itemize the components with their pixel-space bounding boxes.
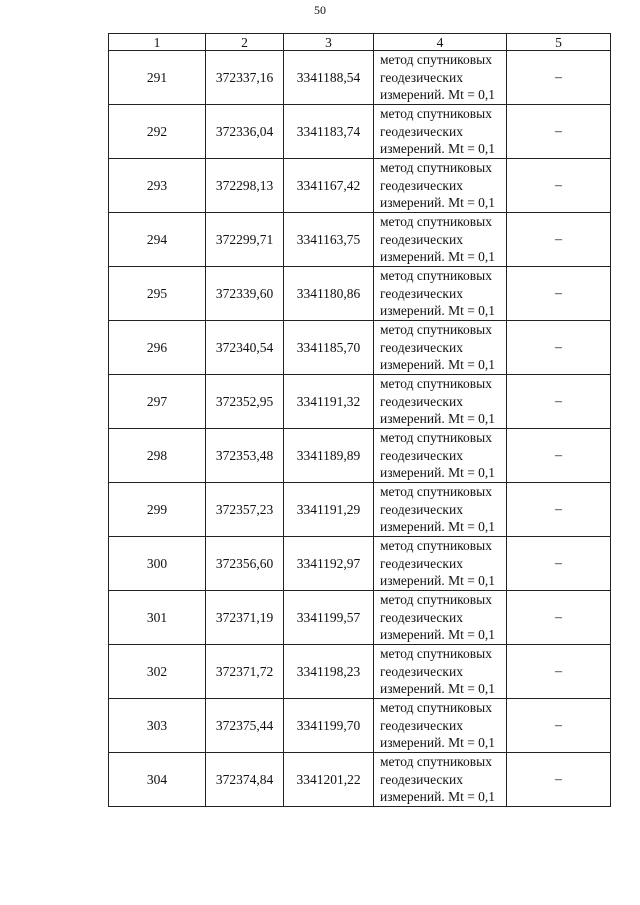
x-coordinate-cell: 372340,54: [206, 321, 284, 375]
x-coordinate-cell: 372371,19: [206, 591, 284, 645]
method-text-line: измерений. Mt = 0,1: [380, 411, 496, 427]
point-number-cell: 304: [109, 753, 206, 807]
page-number: 50: [314, 3, 326, 17]
x-coordinate-cell: 372299,71: [206, 213, 284, 267]
table-row: [109, 159, 611, 213]
y-coordinate-cell: 3341188,54: [284, 51, 374, 105]
point-number-cell: 296: [109, 321, 206, 375]
header-row: [109, 34, 611, 51]
method-text-line: измерений. Mt = 0,1: [380, 303, 496, 319]
column-header-1: 1: [109, 34, 206, 51]
method-text-line: метод спутниковых: [380, 160, 492, 176]
table-row: [109, 321, 611, 375]
method-text-line: геодезических: [380, 501, 463, 517]
coordinates-table: [108, 33, 611, 807]
x-coordinate-cell: 372371,72: [206, 645, 284, 699]
point-number-cell: 292: [109, 105, 206, 159]
table-row: [109, 591, 611, 645]
y-coordinate-cell: 3341199,57: [284, 591, 374, 645]
column-header-4: 4: [374, 34, 507, 51]
table-row: [109, 105, 611, 159]
x-coordinate-cell: 372374,84: [206, 753, 284, 807]
method-cell: [374, 51, 507, 105]
x-coordinate-cell: 372353,48: [206, 429, 284, 483]
point-number-cell: 291: [109, 51, 206, 105]
column-header-5: 5: [507, 34, 611, 51]
method-text-line: измерений. Mt = 0,1: [380, 465, 496, 481]
y-coordinate-cell: 3341163,75: [284, 213, 374, 267]
x-coordinate-cell: 372356,60: [206, 537, 284, 591]
table-row: [109, 483, 611, 537]
method-text-line: геодезических: [380, 123, 463, 139]
method-text-line: измерений. Mt = 0,1: [380, 789, 496, 805]
column-header-3: 3: [284, 34, 374, 51]
method-cell: [374, 267, 507, 321]
note-cell: –: [507, 321, 611, 375]
table-row: [109, 753, 611, 807]
method-cell: [374, 483, 507, 537]
table-row: [109, 537, 611, 591]
method-text-line: метод спутниковых: [380, 52, 492, 68]
point-number-cell: 293: [109, 159, 206, 213]
method-text-line: метод спутниковых: [380, 430, 492, 446]
y-coordinate-cell: 3341191,32: [284, 375, 374, 429]
method-text-line: измерений. Mt = 0,1: [380, 249, 496, 265]
point-number-cell: 294: [109, 213, 206, 267]
y-coordinate-cell: 3341201,22: [284, 753, 374, 807]
table-row: [109, 645, 611, 699]
y-coordinate-cell: 3341185,70: [284, 321, 374, 375]
method-text-line: геодезических: [380, 285, 463, 301]
note-cell: –: [507, 267, 611, 321]
note-cell: –: [507, 591, 611, 645]
note-cell: –: [507, 537, 611, 591]
note-cell: –: [507, 753, 611, 807]
column-header-2: 2: [206, 34, 284, 51]
y-coordinate-cell: 3341198,23: [284, 645, 374, 699]
note-cell: –: [507, 105, 611, 159]
note-cell: –: [507, 51, 611, 105]
method-text-line: метод спутниковых: [380, 268, 492, 284]
method-text-line: геодезических: [380, 177, 463, 193]
note-cell: –: [507, 699, 611, 753]
method-text-line: измерений. Mt = 0,1: [380, 357, 496, 373]
method-text-line: геодезических: [380, 771, 463, 787]
point-number-cell: 300: [109, 537, 206, 591]
y-coordinate-cell: 3341180,86: [284, 267, 374, 321]
point-number-cell: 299: [109, 483, 206, 537]
method-text-line: геодезических: [380, 609, 463, 625]
method-text-line: измерений. Mt = 0,1: [380, 573, 496, 589]
method-text-line: метод спутниковых: [380, 646, 492, 662]
point-number-cell: 295: [109, 267, 206, 321]
method-cell: [374, 537, 507, 591]
method-cell: [374, 105, 507, 159]
table-body: [109, 51, 611, 807]
method-text-line: измерений. Mt = 0,1: [380, 141, 496, 157]
x-coordinate-cell: 372339,60: [206, 267, 284, 321]
table-row: [109, 429, 611, 483]
table-row: [109, 375, 611, 429]
table-row: [109, 699, 611, 753]
method-cell: [374, 375, 507, 429]
x-coordinate-cell: 372336,04: [206, 105, 284, 159]
method-cell: [374, 753, 507, 807]
method-text-line: измерений. Mt = 0,1: [380, 519, 496, 535]
note-cell: –: [507, 213, 611, 267]
x-coordinate-cell: 372337,16: [206, 51, 284, 105]
method-text-line: геодезических: [380, 393, 463, 409]
point-number-cell: 303: [109, 699, 206, 753]
x-coordinate-cell: 372357,23: [206, 483, 284, 537]
method-text-line: измерений. Mt = 0,1: [380, 735, 496, 751]
method-text-line: геодезических: [380, 555, 463, 571]
x-coordinate-cell: 372352,95: [206, 375, 284, 429]
method-cell: [374, 159, 507, 213]
method-text-line: геодезических: [380, 231, 463, 247]
x-coordinate-cell: 372375,44: [206, 699, 284, 753]
note-cell: –: [507, 375, 611, 429]
y-coordinate-cell: 3341199,70: [284, 699, 374, 753]
y-coordinate-cell: 3341183,74: [284, 105, 374, 159]
table-row: [109, 51, 611, 105]
y-coordinate-cell: 3341167,42: [284, 159, 374, 213]
method-text-line: измерений. Mt = 0,1: [380, 627, 496, 643]
table-row: [109, 267, 611, 321]
method-text-line: метод спутниковых: [380, 592, 492, 608]
method-text-line: измерений. Mt = 0,1: [380, 681, 496, 697]
method-text-line: метод спутниковых: [380, 214, 492, 230]
method-cell: [374, 591, 507, 645]
method-text-line: метод спутниковых: [380, 700, 492, 716]
point-number-cell: 297: [109, 375, 206, 429]
method-text-line: метод спутниковых: [380, 376, 492, 392]
method-cell: [374, 429, 507, 483]
method-cell: [374, 213, 507, 267]
point-number-cell: 298: [109, 429, 206, 483]
method-text-line: геодезических: [380, 663, 463, 679]
table-header: [109, 34, 611, 51]
y-coordinate-cell: 3341191,29: [284, 483, 374, 537]
method-cell: [374, 645, 507, 699]
method-text-line: измерений. Mt = 0,1: [380, 195, 496, 211]
y-coordinate-cell: 3341189,89: [284, 429, 374, 483]
method-text-line: метод спутниковых: [380, 484, 492, 500]
method-text-line: метод спутниковых: [380, 106, 492, 122]
x-coordinate-cell: 372298,13: [206, 159, 284, 213]
method-text-line: метод спутниковых: [380, 322, 492, 338]
method-text-line: измерений. Mt = 0,1: [380, 87, 496, 103]
method-text-line: геодезических: [380, 447, 463, 463]
method-text-line: геодезических: [380, 69, 463, 85]
point-number-cell: 302: [109, 645, 206, 699]
method-cell: [374, 699, 507, 753]
note-cell: –: [507, 645, 611, 699]
y-coordinate-cell: 3341192,97: [284, 537, 374, 591]
note-cell: –: [507, 159, 611, 213]
method-text-line: метод спутниковых: [380, 754, 492, 770]
note-cell: –: [507, 483, 611, 537]
note-cell: –: [507, 429, 611, 483]
table-row: [109, 213, 611, 267]
method-text-line: геодезических: [380, 339, 463, 355]
point-number-cell: 301: [109, 591, 206, 645]
method-text-line: метод спутниковых: [380, 538, 492, 554]
method-cell: [374, 321, 507, 375]
method-text-line: геодезических: [380, 717, 463, 733]
